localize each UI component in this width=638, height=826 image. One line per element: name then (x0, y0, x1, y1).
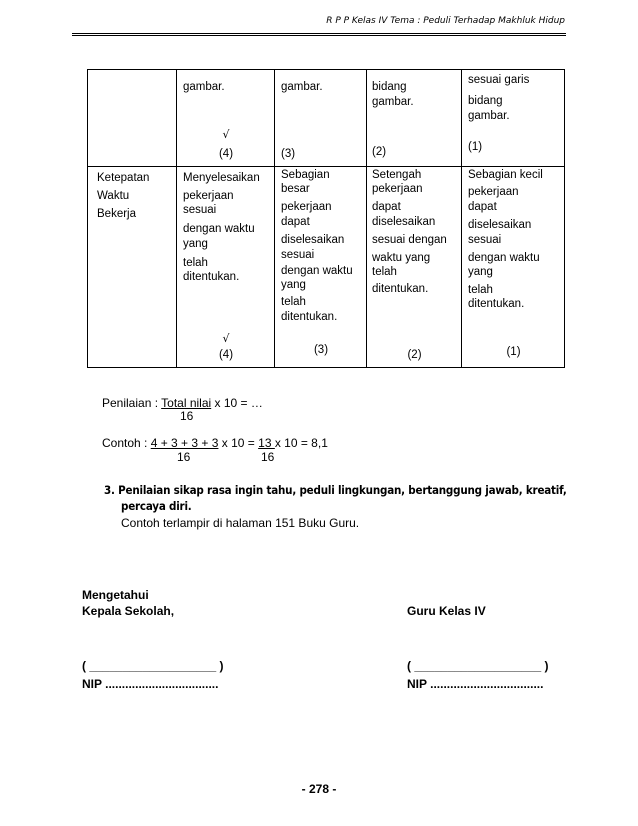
cell-text: besar (281, 183, 310, 195)
header-rule-secondary (72, 35, 566, 36)
table-row (88, 167, 565, 368)
cell-text: diselesaikan (468, 219, 532, 231)
cell-text: gambar. (372, 96, 414, 108)
formula-prefix: Contoh : (102, 436, 151, 450)
formula-numerator: 13 (258, 436, 275, 450)
checkmark-icon: √ (222, 128, 230, 141)
score-cell (275, 70, 367, 167)
formula-suffix: x 10 = … (211, 396, 263, 410)
cell-text: ditentukan. (281, 311, 338, 323)
formula-suffix: x 10 = 8,1 (274, 436, 328, 450)
criterion-cell-empty (88, 70, 177, 167)
cell-text: Menyelesaikan (183, 172, 260, 184)
cell-text: Setengah (372, 169, 422, 181)
sig-mengetahui: Mengetahui (82, 588, 149, 602)
cell-text: sesuai (281, 249, 315, 261)
cell-text: pekerjaan (281, 201, 332, 213)
score-cell (177, 70, 275, 167)
cell-text: waktu yang (372, 252, 431, 264)
cell-text: yang (281, 279, 306, 291)
formula-denominator: 16 (180, 409, 194, 423)
cell-text: gambar. (281, 81, 323, 93)
score-cell (367, 70, 462, 167)
formula-numerator: Total nilai (161, 396, 212, 410)
penilaian-formula (102, 396, 263, 410)
formula-denominator: 16 (261, 450, 275, 464)
formula-mid: x 10 = (218, 436, 259, 450)
cell-text: sesuai (183, 204, 217, 216)
score-cell (462, 167, 565, 368)
score-label: (4) (218, 148, 234, 160)
cell-text: dengan waktu (281, 265, 353, 277)
cell-text: pekerjaan (183, 190, 234, 202)
score-cell (462, 70, 565, 167)
score-label: (3) (313, 344, 329, 356)
rubric-table (87, 69, 565, 368)
section-heading: 3. Penilaian sikap rasa ingin tahu, peduli lingkungan, bertanggung jawab, kreatif, (104, 483, 567, 497)
cell-text: pekerjaan (468, 186, 519, 198)
cell-text: sesuai garis (468, 74, 530, 86)
sig-nip-right: NIP .................................. (407, 677, 544, 691)
criterion-cell (88, 167, 177, 368)
cell-text: dengan waktu (468, 252, 540, 264)
cell-text: pekerjaan (372, 183, 423, 195)
checkmark-icon: √ (222, 332, 230, 345)
contoh-formula (102, 436, 328, 450)
criterion-text: Bekerja (97, 208, 136, 220)
cell-text: bidang (468, 95, 503, 107)
cell-text: Sebagian kecil (468, 169, 543, 181)
cell-text: telah (468, 284, 493, 296)
cell-text: dengan waktu (183, 223, 255, 235)
cell-text: dapat (281, 216, 310, 228)
cell-text: yang (468, 266, 493, 278)
sig-name-blank-right: ( ___________________ ) (407, 659, 549, 673)
section-note: Contoh terlampir di halaman 151 Buku Guru. (121, 516, 360, 530)
score-label: (2) (407, 349, 422, 361)
formula-prefix: Penilaian : (102, 396, 162, 410)
cell-text: gambar. (183, 81, 225, 93)
running-header: R P P Kelas IV Tema : Peduli Terhadap Makhluk Hidup (326, 16, 565, 26)
sig-nip-left: NIP .................................. (82, 677, 219, 691)
cell-text: telah (183, 257, 208, 269)
formula-numerator: 4 + 3 + 3 + 3 (150, 436, 219, 450)
cell-text: diselesaikan (281, 234, 345, 246)
cell-text: telah (372, 266, 397, 278)
cell-text: gambar. (468, 110, 510, 122)
cell-text: dapat (372, 201, 401, 213)
cell-text: sesuai (468, 234, 502, 246)
cell-text: ditentukan. (372, 283, 429, 295)
cell-text: ditentukan. (468, 298, 525, 310)
score-cell (177, 167, 275, 368)
cell-text: dapat (468, 201, 497, 213)
cell-text: sesuai dengan (372, 234, 447, 246)
criterion-text: Waktu (97, 190, 130, 202)
score-label: (1) (468, 141, 483, 153)
sig-kepala-sekolah: Kepala Sekolah, (82, 604, 175, 618)
formula-denominator: 16 (177, 450, 191, 464)
table-row (88, 70, 565, 167)
page-number: - 278 - (301, 782, 337, 796)
score-label: (1) (506, 346, 521, 358)
cell-text: bidang (372, 81, 407, 93)
criterion-text: Ketepatan (97, 172, 150, 184)
sig-name-blank-left: ( ___________________ ) (82, 659, 224, 673)
cell-text: diselesaikan (372, 216, 436, 228)
section-heading-cont: percaya diri. (121, 499, 192, 513)
score-label: (3) (281, 148, 296, 160)
score-label: (2) (372, 146, 387, 158)
sig-guru-kelas: Guru Kelas IV (407, 604, 486, 618)
cell-text: Sebagian (281, 169, 330, 181)
score-label: (4) (218, 349, 234, 361)
score-cell (367, 167, 462, 368)
header-rule (72, 33, 566, 34)
cell-text: telah (281, 296, 306, 308)
cell-text: ditentukan. (183, 271, 240, 283)
score-cell (275, 167, 367, 368)
cell-text: yang (183, 238, 208, 250)
